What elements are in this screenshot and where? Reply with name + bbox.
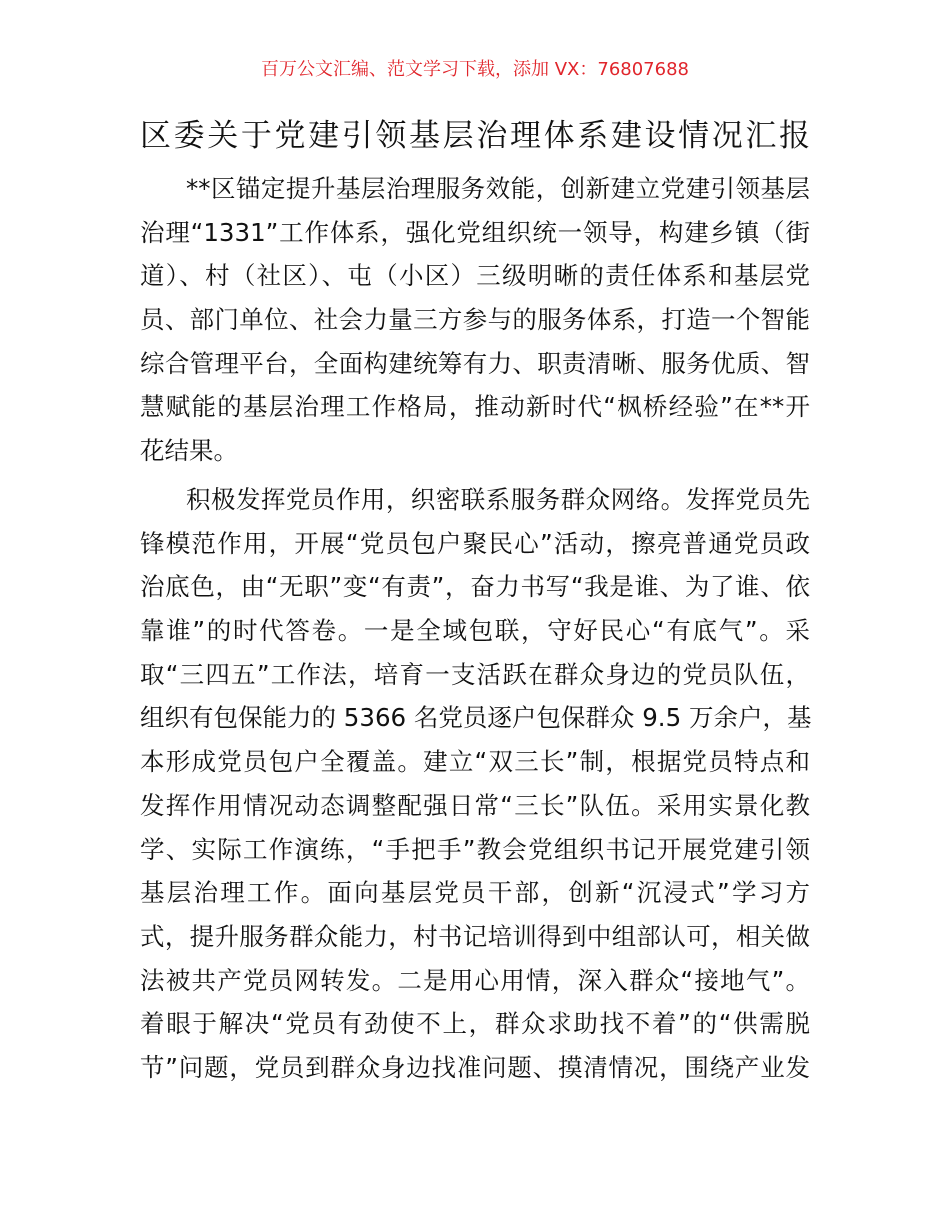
paragraph-line: 组织有包保能力的 5366 名党员逐户包保群众 9.5 万余户，基 xyxy=(140,703,812,733)
paragraph-line: 节”问题，党员到群众身边找准问题、摸清情况，围绕产业发 xyxy=(140,1052,810,1082)
watermark-header: 百万公文汇编、范文学习下载，添加 VX：76807688 xyxy=(261,59,689,80)
paragraph-line: 取“三四五”工作法，培育一支活跃在群众身边的党员队伍， xyxy=(140,659,810,689)
paragraph-line: 花结果。 xyxy=(140,436,238,466)
paragraph-line: 治理“1331”工作体系，强化党组织统一领导，构建乡镇（街 xyxy=(140,217,810,247)
paragraph-line: 发挥作用情况动态调整配强日常“三长”队伍。采用实景化教 xyxy=(140,790,810,820)
paragraph-line: 式，提升服务群众能力，村书记培训得到中组部认可，相关做 xyxy=(140,921,810,951)
paragraph-line: 学、实际工作演练，“手把手”教会党组织书记开展党建引领 xyxy=(140,834,810,864)
paragraph-party-members xyxy=(140,478,810,1090)
paragraph-line: **区锚定提升基层治理服务效能，创新建立党建引领基层 xyxy=(186,174,810,203)
paragraph-line: 慧赋能的基层治理工作格局，推动新时代“枫桥经验”在**开 xyxy=(140,392,810,422)
paragraph-line: 治底色，由“无职”变“有责”，奋力书写“我是谁、为了谁、依 xyxy=(140,572,810,602)
paragraph-line: 靠谁”的时代答卷。一是全域包联，守好民心“有底气”。采 xyxy=(140,616,810,646)
paragraph-line: 员、部门单位、社会力量三方参与的服务体系，打造一个智能 xyxy=(140,305,810,335)
paragraph-line: 着眼于解决“党员有劲使不上，群众求助找不着”的“供需脱 xyxy=(140,1009,810,1039)
paragraph-line: 综合管理平台，全面构建统筹有力、职责清晰、服务优质、智 xyxy=(140,348,810,378)
document-title: 区委关于党建引领基层治理体系建设情况汇报 xyxy=(140,118,810,154)
paragraph-line: 基层治理工作。面向基层党员干部，创新“沉浸式”学习方 xyxy=(140,878,810,908)
paragraph-line: 本形成党员包户全覆盖。建立“双三长”制，根据党员特点和 xyxy=(140,747,810,777)
paragraph-line: 道）、村（社区）、屯（小区）三级明晰的责任体系和基层党 xyxy=(140,261,810,291)
paragraph-line: 锋模范作用，开展“党员包户聚民心”活动，擦亮普通党员政 xyxy=(140,528,810,558)
paragraph-line: 积极发挥党员作用，织密联系服务群众网络。发挥党员先 xyxy=(186,485,810,514)
paragraph-intro xyxy=(140,167,810,473)
paragraph-line: 法被共产党员网转发。二是用心用情，深入群众“接地气”。 xyxy=(140,965,810,995)
